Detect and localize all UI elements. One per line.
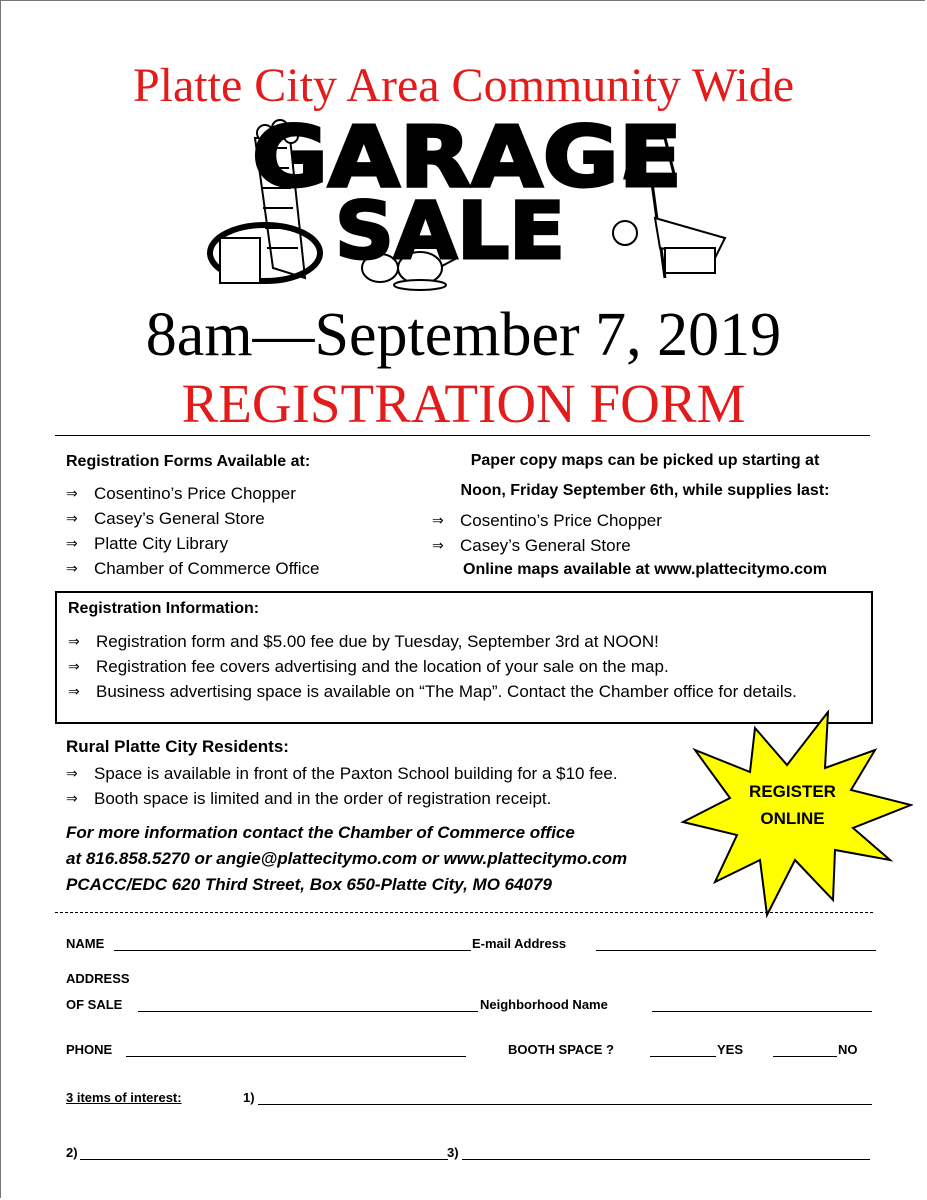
form-title: REGISTRATION FORM [181,373,746,434]
list-item: ⇒ Business advertising space is available on “The Map”. Contact the Chamber office for details. [68,679,797,704]
item2-field[interactable] [80,1159,448,1160]
rural-heading: Rural Platte City Residents: [66,737,289,756]
address-field[interactable] [138,1011,478,1012]
registration-info-heading: Registration Information: [68,600,260,617]
list-item: ⇒ Casey’s General Store [66,506,319,531]
contact-line2: at 816.858.5270 or angie@plattecitymo.com or www.plattecitymo.com [66,849,628,868]
list-item: ⇒ Booth space is limited and in the order of registration receipt. [66,786,618,811]
arrow-icon: ⇒ [66,485,78,501]
arrow-icon: ⇒ [66,765,78,781]
neighborhood-field[interactable] [652,1011,872,1012]
contact-line1: For more information contact the Chamber of Commerce office [66,823,575,842]
list-item: ⇒ Registration fee covers advertising and the location of your sale on the map. [68,654,797,679]
forms-available-list [66,481,319,581]
list-item: ⇒ Platte City Library [66,531,319,556]
booth-yes-field[interactable] [650,1056,716,1057]
list-item: ⇒ Space is available in front of the Paxton School building for a $10 fee. [66,761,618,786]
arrow-icon: ⇒ [66,790,78,806]
list-item: ⇒ Casey’s General Store [432,533,662,558]
arrow-icon: ⇒ [66,510,78,526]
maps-list [432,508,662,558]
cut-line [55,912,873,913]
list-item: ⇒ Cosentino’s Price Chopper [66,481,319,506]
items-label: 3 items of interest: [66,1090,182,1105]
item3-label: 3) [447,1145,459,1160]
arrow-icon: ⇒ [68,633,80,649]
badge-line1[interactable]: REGISTER [749,782,836,801]
arrow-icon: ⇒ [66,560,78,576]
name-label: NAME [66,936,105,951]
address-label: ADDRESS [66,971,130,986]
item1-label: 1) [243,1090,255,1105]
rural-list [66,761,618,811]
booth-label: BOOTH SPACE ? [508,1042,614,1057]
phone-field[interactable] [126,1056,466,1057]
list-item: ⇒ Registration form and $5.00 fee due by Tuesday, September 3rd at NOON! [68,629,797,654]
logo-line2: SALE [335,187,565,277]
badge-line2[interactable]: ONLINE [760,809,825,828]
registration-info-list [68,629,797,704]
maps-online: Online maps available at www.plattecitymo.com [463,561,827,578]
neighborhood-label: Neighborhood Name [480,997,608,1012]
maps-line1: Paper copy maps can be picked up starting at [470,452,820,469]
email-field[interactable] [596,950,876,951]
list-item: ⇒ Chamber of Commerce Office [66,556,319,581]
divider [55,435,870,436]
maps-line2: Noon, Friday September 6th, while supplies last: [460,482,830,499]
booth-no-field[interactable] [773,1056,837,1057]
arrow-icon: ⇒ [68,683,80,699]
garage-sale-logo [195,108,740,298]
name-field[interactable] [114,950,471,951]
contact-line3: PCACC/EDC 620 Third Street, Box 650-Platte City, MO 64079 [66,875,552,894]
arrow-icon: ⇒ [432,537,444,553]
event-date: 8am—September 7, 2019 [145,301,782,369]
forms-available-heading: Registration Forms Available at: [66,453,311,470]
phone-label: PHONE [66,1042,113,1057]
yes-label: YES [717,1042,744,1057]
no-label: NO [838,1042,858,1057]
arrow-icon: ⇒ [68,658,80,674]
item3-field[interactable] [462,1159,870,1160]
arrow-icon: ⇒ [66,535,78,551]
logo-line1: GARAGE [252,108,682,206]
item2-label: 2) [66,1145,78,1160]
item1-field[interactable] [258,1104,872,1105]
list-item: ⇒ Cosentino’s Price Chopper [432,508,662,533]
email-label: E-mail Address [472,936,567,951]
arrow-icon: ⇒ [432,512,444,528]
of-sale-label: OF SALE [66,997,123,1012]
event-title: Platte City Area Community Wide [132,59,795,112]
